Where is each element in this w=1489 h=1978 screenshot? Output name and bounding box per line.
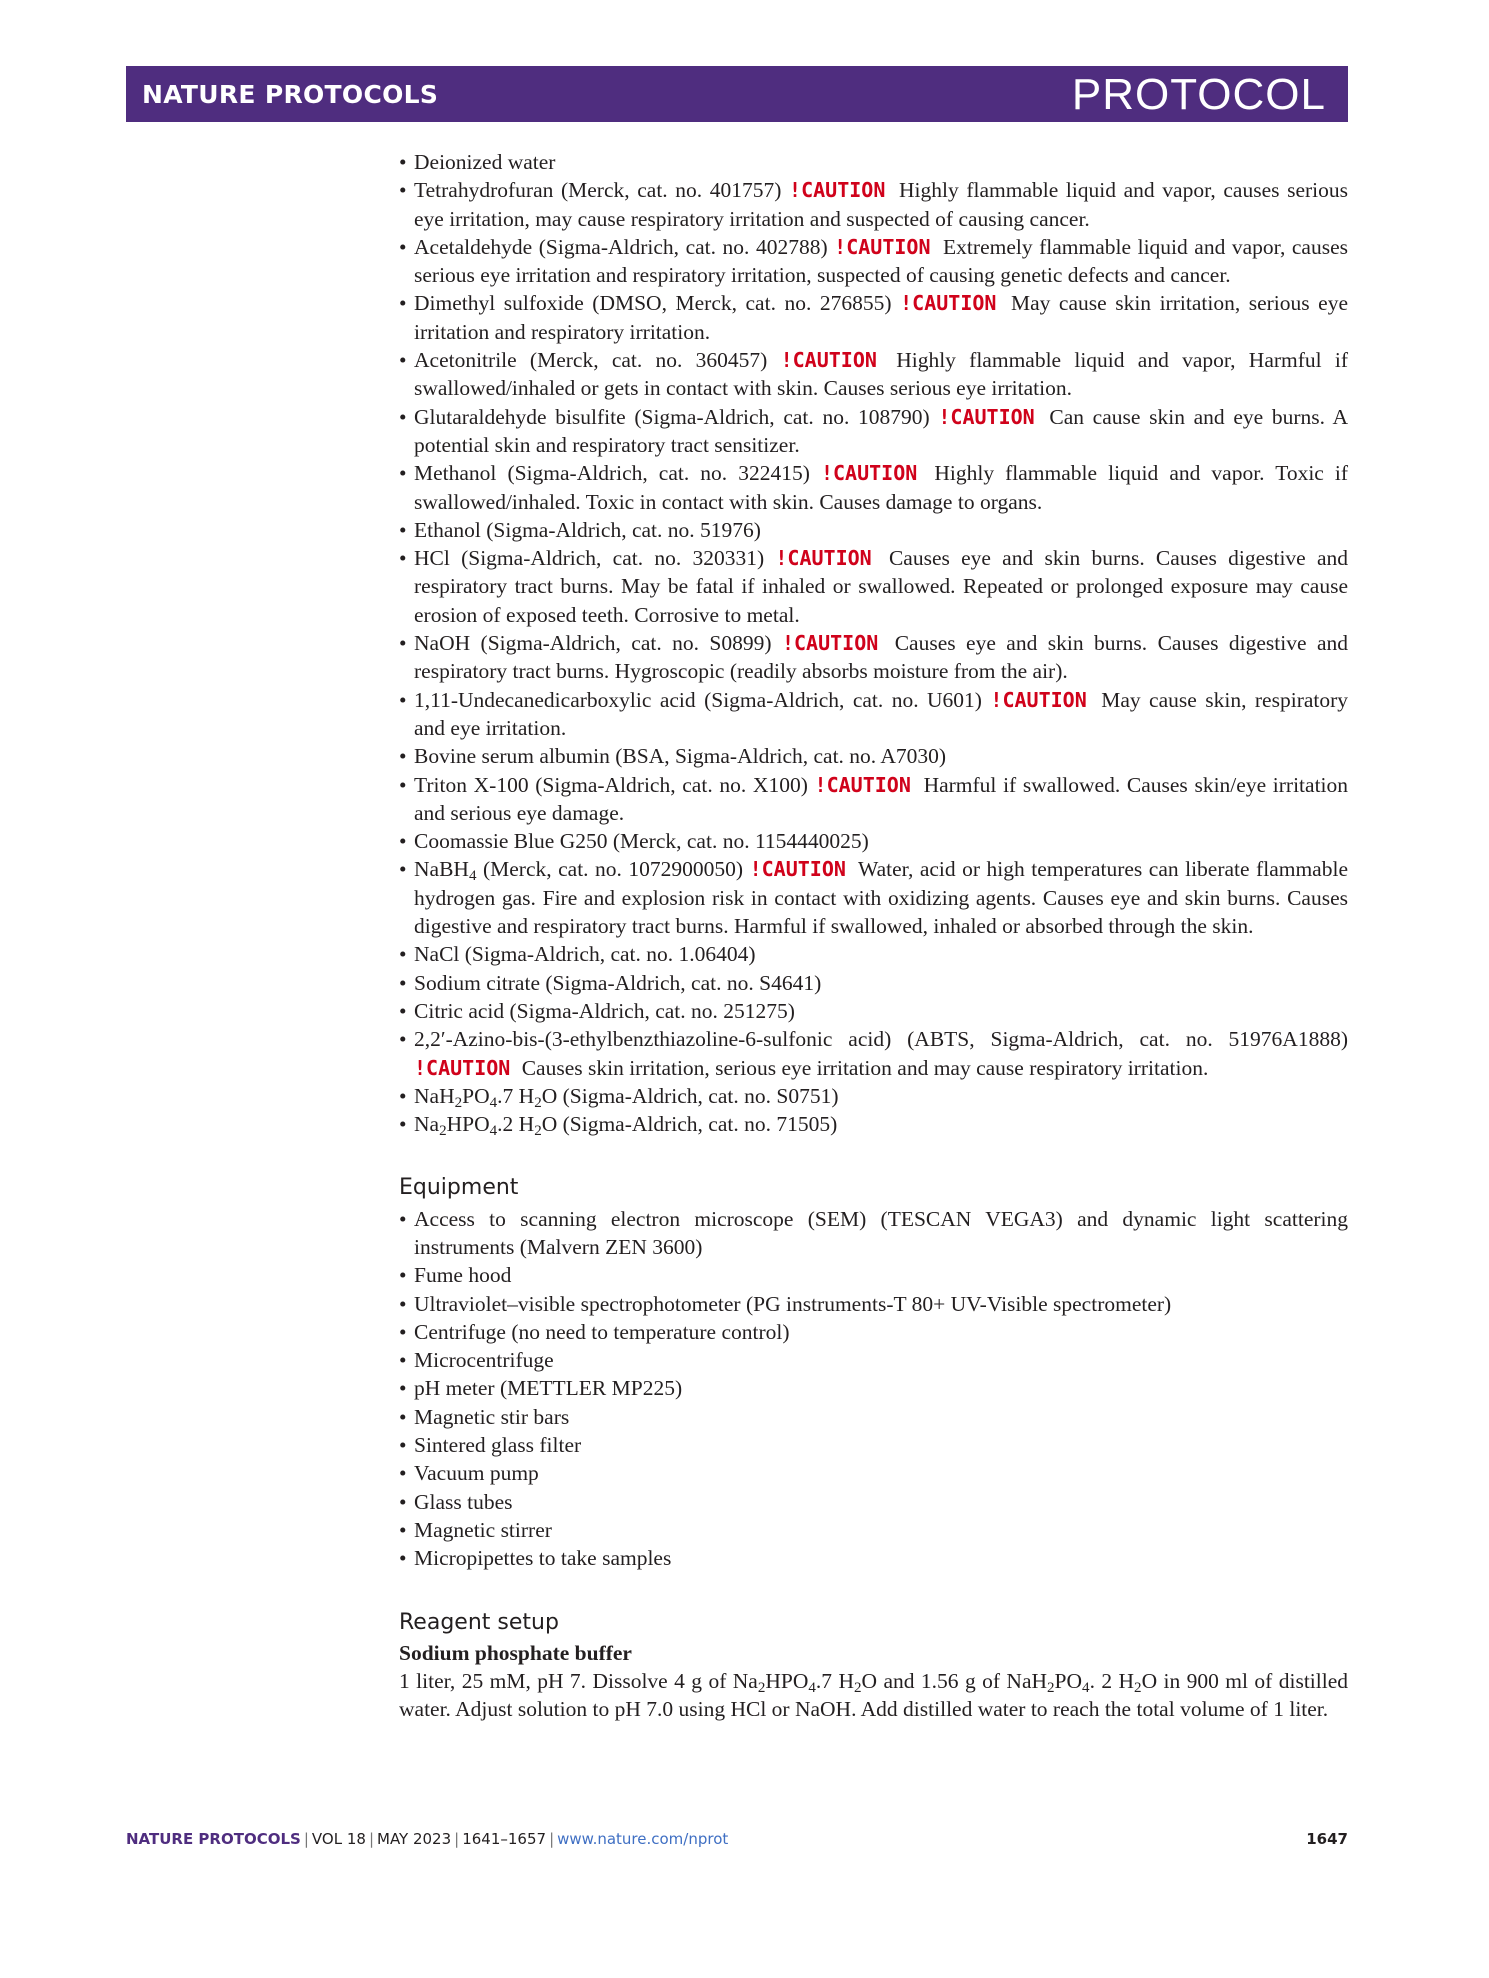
text-part: PO xyxy=(1054,1669,1083,1694)
reagent-name: HCl (Sigma-Aldrich, cat. no. 320331) xyxy=(414,546,765,571)
page-number: 1647 xyxy=(1306,1830,1348,1848)
equipment-item: • Centrifuge (no need to temperature control) xyxy=(399,1318,1348,1346)
caution-text: Causes eye and skin burns. Causes digestive and respiratory tract burns. May be fatal if inhaled or swallowed. Repeated or prolonged exposure may cause erosion of exposed teeth. Corrosive to metal. xyxy=(414,546,1349,627)
caution-text: Highly flammable liquid and vapor, causes serious eye irritation, may cause respiratory irritation and suspected of causing cancer. xyxy=(414,178,1348,231)
journal-name: NATURE PROTOCOLS xyxy=(142,80,439,109)
reagent-name: Tetrahydrofuran (Merck, cat. no. 401757) xyxy=(414,178,782,203)
reagent-item xyxy=(399,1082,1348,1110)
footer-journal: NATURE PROTOCOLS xyxy=(126,1830,301,1848)
caution-label: !CAUTION xyxy=(900,291,997,316)
reagent-setup-heading: Reagent setup xyxy=(399,1609,559,1635)
text-part: O (Sigma-Aldrich, cat. no. 71505) xyxy=(541,1112,838,1137)
reagent-name: NaCl (Sigma-Aldrich, cat. no. 1.06404) xyxy=(414,942,756,967)
reagent-name: Methanol (Sigma-Aldrich, cat. no. 322415) xyxy=(414,461,810,486)
text-part: .7 H xyxy=(815,1669,854,1694)
reagent-name: Ethanol (Sigma-Aldrich, cat. no. 51976) xyxy=(414,517,761,542)
equipment-item: • Microcentrifuge xyxy=(399,1346,1348,1374)
subscript: 4 xyxy=(468,868,477,885)
caution-label: !CAUTION xyxy=(780,348,877,373)
caution-label: !CAUTION xyxy=(990,687,1087,712)
reagent-name: 2,2′-Azino-bis-(3-ethylbenzthiazoline-6-sulfonic acid) (ABTS, Sigma-Aldrich, cat. no. 51976A1888) xyxy=(414,1027,1348,1052)
subscript: 2 xyxy=(1047,1680,1055,1697)
caution-text: Harmful if swallowed. Causes skin/eye irritation and serious eye damage. xyxy=(414,772,1349,825)
reagent-name: Acetonitrile (Merck, cat. no. 360457) xyxy=(414,348,768,373)
reagent-item xyxy=(399,997,1348,1025)
text-part: 1 liter, 25 mM, pH 7. Dissolve 4 g of Na xyxy=(399,1669,758,1694)
reagent-item xyxy=(399,289,1348,346)
caution-text: Highly flammable liquid and vapor, Harmful if swallowed/inhaled or gets in contact with skin. Causes serious eye irritation. xyxy=(414,348,1349,401)
reagent-item xyxy=(399,629,1348,686)
reagent-item xyxy=(399,1110,1348,1138)
caution-text: May cause skin irritation, serious eye irritation and respiratory irritation. xyxy=(414,291,1349,344)
article-type: PROTOCOL xyxy=(1071,70,1326,119)
caution-label: !CAUTION xyxy=(775,546,872,571)
text-part: PO xyxy=(462,1083,490,1108)
reagent-name: Coomassie Blue G250 (Merck, cat. no. 1154440025) xyxy=(414,829,869,854)
caution-label: !CAUTION xyxy=(938,404,1035,429)
reagent-item xyxy=(399,827,1348,855)
reagent-list xyxy=(399,148,1348,1138)
reagent-item xyxy=(399,686,1348,743)
reagent-item xyxy=(399,855,1348,940)
subscript: 4 xyxy=(808,1680,816,1697)
caution-text: May cause skin, respiratory and eye irritation. xyxy=(414,687,1349,740)
caution-label: !CAUTION xyxy=(820,461,918,486)
equipment-item: • Vacuum pump xyxy=(399,1459,1348,1487)
reagent-item xyxy=(399,742,1348,770)
reagent-name: NaBH xyxy=(414,857,469,882)
text-part: .2 H xyxy=(497,1112,535,1137)
footer-volume: VOL 18 xyxy=(311,1830,366,1848)
buffer-paragraph xyxy=(399,1667,1348,1724)
main-content xyxy=(399,148,1348,1724)
text-part: NaH xyxy=(414,1083,455,1108)
equipment-item: • Access to scanning electron microscope (SEM) (TESCAN VEGA3) and dynamic light scattering instruments (Malvern ZEN 3600) xyxy=(399,1205,1348,1262)
caution-label: !CAUTION xyxy=(789,178,886,203)
subscript: 2 xyxy=(439,1123,447,1140)
reagent-item xyxy=(399,1025,1348,1082)
reagent-name: Sodium citrate (Sigma-Aldrich, cat. no. S4641) xyxy=(414,970,822,995)
reagent-item xyxy=(399,969,1348,997)
footer-pages: 1641–1657 xyxy=(462,1830,547,1848)
reagent-name: 1,11-Undecanedicarboxylic acid (Sigma-Aldrich, cat. no. U601) xyxy=(414,687,982,712)
caution-text: Causes skin irritation, serious eye irritation and may cause respiratory irritation. xyxy=(521,1055,1209,1080)
page-footer: NATURE PROTOCOLS | VOL 18 | MAY 2023 | 1641–1657 | www.nature.com/nprot 1647 xyxy=(126,1830,1348,1848)
reagent-name: NaOH (Sigma-Aldrich, cat. no. S0899) xyxy=(414,631,772,656)
equipment-item: • Glass tubes xyxy=(399,1488,1348,1516)
subscript: 2 xyxy=(853,1680,862,1697)
reagent-name: Deionized water xyxy=(414,150,556,174)
text-part: . 2 H xyxy=(1089,1669,1135,1694)
reagent-name: Citric acid (Sigma-Aldrich, cat. no. 251275) xyxy=(414,998,795,1023)
equipment-item: • Magnetic stir bars xyxy=(399,1403,1348,1431)
caution-text: Highly flammable liquid and vapor. Toxic if swallowed/inhaled. Toxic in contact with skin. Causes damage to organs. xyxy=(414,461,1349,514)
subscript: 2 xyxy=(757,1680,766,1697)
caution-label: !CAUTION xyxy=(814,772,911,797)
equipment-item: • pH meter (METTLER MP225) xyxy=(399,1374,1348,1402)
reagent-name: Dimethyl sulfoxide (DMSO, Merck, cat. no. 276855) xyxy=(414,291,892,316)
text-part: HPO xyxy=(446,1112,490,1137)
equipment-item: • Magnetic stirrer xyxy=(399,1516,1348,1544)
reagent-name: Bovine serum albumin (BSA, Sigma-Aldrich, cat. no. A7030) xyxy=(414,744,947,769)
reagent-item xyxy=(399,148,1348,176)
equipment-item: • Micropipettes to take samples xyxy=(399,1544,1348,1572)
caution-label: !CAUTION xyxy=(781,631,879,656)
reagent-item xyxy=(399,940,1348,968)
reagent-name: (Merck, cat. no. 1072900050) xyxy=(476,857,744,882)
equipment-item: • Ultraviolet–visible spectrophotometer (PG instruments-T 80+ UV-Visible spectrometer) xyxy=(399,1290,1348,1318)
equipment-heading: Equipment xyxy=(399,1175,519,1201)
journal-header-bar xyxy=(126,66,1348,122)
subscript: 4 xyxy=(489,1094,498,1111)
reagent-item xyxy=(399,516,1348,544)
subscript: 2 xyxy=(534,1094,542,1111)
reagent-item xyxy=(399,771,1348,828)
subscript: 2 xyxy=(1134,1680,1142,1697)
caution-text: Water, acid or high temperatures can liberate flammable hydrogen gas. Fire and explosion risk in contact with oxidizing agents. Causes eye and skin burns. Causes digestive and respiratory tract burns. Harmful if swallowed, inhaled or absorbed through the skin. xyxy=(414,857,1348,939)
caution-label: !CAUTION xyxy=(834,234,931,259)
text-part: HPO xyxy=(765,1669,809,1694)
equipment-item: • Sintered glass filter xyxy=(399,1431,1348,1459)
caution-text: Extremely flammable liquid and vapor, causes serious eye irritation and respiratory irritation, suspected of causing genetic defects and cancer. xyxy=(414,234,1349,288)
caution-label: !CAUTION xyxy=(749,857,846,882)
reagent-item xyxy=(399,176,1348,233)
buffer-subheading: Sodium phosphate buffer xyxy=(399,1640,632,1665)
caution-text: Causes eye and skin burns. Causes digestive and respiratory tract burns. Hygroscopic (readily absorbs moisture from the air). xyxy=(414,631,1349,684)
text-part: O (Sigma-Aldrich, cat. no. S0751) xyxy=(541,1083,839,1108)
footer-url[interactable]: www.nature.com/nprot xyxy=(557,1830,729,1848)
text-part: O and 1.56 g of NaH xyxy=(861,1669,1048,1694)
text-part: Na xyxy=(414,1112,440,1137)
reagent-name: Glutaraldehyde bisulfite (Sigma-Aldrich, cat. no. 108790) xyxy=(414,404,930,429)
reagent-item xyxy=(399,233,1348,290)
reagent-item xyxy=(399,459,1348,516)
reagent-item xyxy=(399,346,1348,403)
caution-label: !CAUTION xyxy=(414,1055,511,1080)
equipment-list xyxy=(399,1205,1348,1573)
text-part: .7 H xyxy=(497,1083,535,1108)
reagent-item xyxy=(399,403,1348,460)
equipment-item: • Fume hood xyxy=(399,1261,1348,1289)
subscript: 2 xyxy=(454,1094,463,1111)
caution-text: Can cause skin and eye burns. A potential skin and respiratory tract sensitizer. xyxy=(414,404,1349,457)
text-part: O in 900 ml of distilled water. Adjust solution to pH 7.0 using HCl or NaOH. Add distilled water to reach the total volume of 1 liter. xyxy=(399,1669,1349,1722)
footer-date: MAY 2023 xyxy=(377,1830,452,1848)
reagent-name: Triton X-100 (Sigma-Aldrich, cat. no. X100) xyxy=(414,772,808,797)
reagent-item xyxy=(399,544,1348,629)
reagent-name: Acetaldehyde (Sigma-Aldrich, cat. no. 402788) xyxy=(414,234,828,259)
subscript: 4 xyxy=(1082,1680,1090,1697)
subscript: 2 xyxy=(534,1123,542,1140)
subscript: 4 xyxy=(489,1123,498,1140)
